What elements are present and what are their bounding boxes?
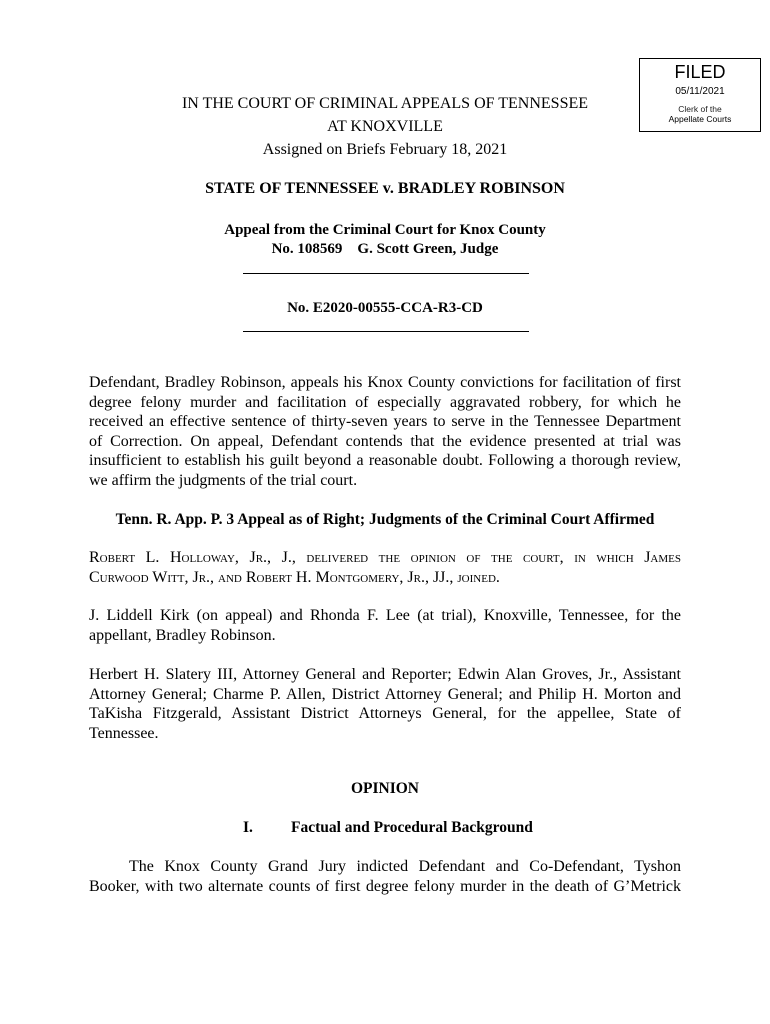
counsel-appellant [89, 606, 681, 645]
counsel-line: Tennessee. [89, 724, 159, 742]
authorship-line: Robert L. Holloway, Jr., J., delivered the opinion of the court, in which James [89, 549, 681, 566]
opinion-heading: OPINION [350, 780, 420, 797]
divider-bottom [243, 331, 529, 332]
body-paragraph [89, 857, 681, 896]
counsel-line: Attorney General; Charme P. Allen, District Attorney General; and Philip H. Morton and [89, 685, 681, 703]
counsel-line: TaKisha Fitzgerald, Assistant District Attorneys General, for the appellee, State of [89, 705, 681, 722]
authorship-paragraph [89, 548, 681, 587]
assigned-date: Assigned on Briefs February 18, 2021 [262, 141, 508, 158]
section-number: I. [243, 819, 253, 836]
summary-line: insufficient to establish his guilt beyond a reasonable doubt. Following a thorough review, [89, 452, 681, 469]
counsel-line: J. Liddell Kirk (on appeal) and Rhonda F. Lee (at trial), Knoxville, Tennessee, for the [89, 607, 681, 624]
authorship-line: Curwood Witt, Jr., and Robert H. Montgomery, Jr., JJ., joined. [89, 568, 500, 586]
disposition: Tenn. R. App. P. 3 Appeal as of Right; Judgments of the Criminal Court Affirmed [115, 511, 655, 528]
counsel-appellee [89, 665, 681, 743]
summary-line: Defendant, Bradley Robinson, appeals his Knox County convictions for facilitation of first [89, 374, 681, 391]
docket-number: No. E2020-00555-CCA-R3-CD [287, 300, 483, 316]
divider-top [243, 273, 529, 274]
summary-paragraph [89, 373, 681, 490]
counsel-line: Herbert H. Slatery III, Attorney General and Reporter; Edwin Alan Groves, Jr., Assistant [89, 666, 681, 683]
stamp-title: FILED [674, 62, 726, 82]
summary-line: degree felony murder and facilitation of especially aggravated robbery, for which he [89, 393, 681, 411]
section-title: Factual and Procedural Background [291, 819, 533, 836]
case-title: STATE OF TENNESSEE v. BRADLEY ROBINSON [205, 180, 565, 197]
appeal-from: Appeal from the Criminal Court for Knox County [224, 222, 546, 238]
court-location: AT KNOXVILLE [327, 118, 443, 135]
counsel-line: appellant, Bradley Robinson. [89, 626, 276, 644]
body-line: The Knox County Grand Jury indicted Defendant and Co-Defendant, Tyshon [129, 858, 681, 875]
body-line: Booker, with two alternate counts of first degree felony murder in the death of G’Metrick [89, 877, 681, 895]
stamp-courts-line: Appellate Courts [668, 114, 732, 124]
stamp-clerk-line: Clerk of the [678, 104, 722, 114]
summary-line: received an effective sentence of thirty-seven years to serve in the Tennessee Department [89, 413, 681, 430]
court-name: IN THE COURT OF CRIMINAL APPEALS OF TENNESSEE [181, 95, 589, 112]
summary-line: of Correction. On appeal, Defendant contends that the evidence presented at trial was [89, 432, 681, 450]
stamp-date: 05/11/2021 [675, 86, 725, 97]
case-number-judge: No. 108569 G. Scott Green, Judge [271, 241, 499, 257]
summary-line: we affirm the judgments of the trial court. [89, 471, 358, 489]
